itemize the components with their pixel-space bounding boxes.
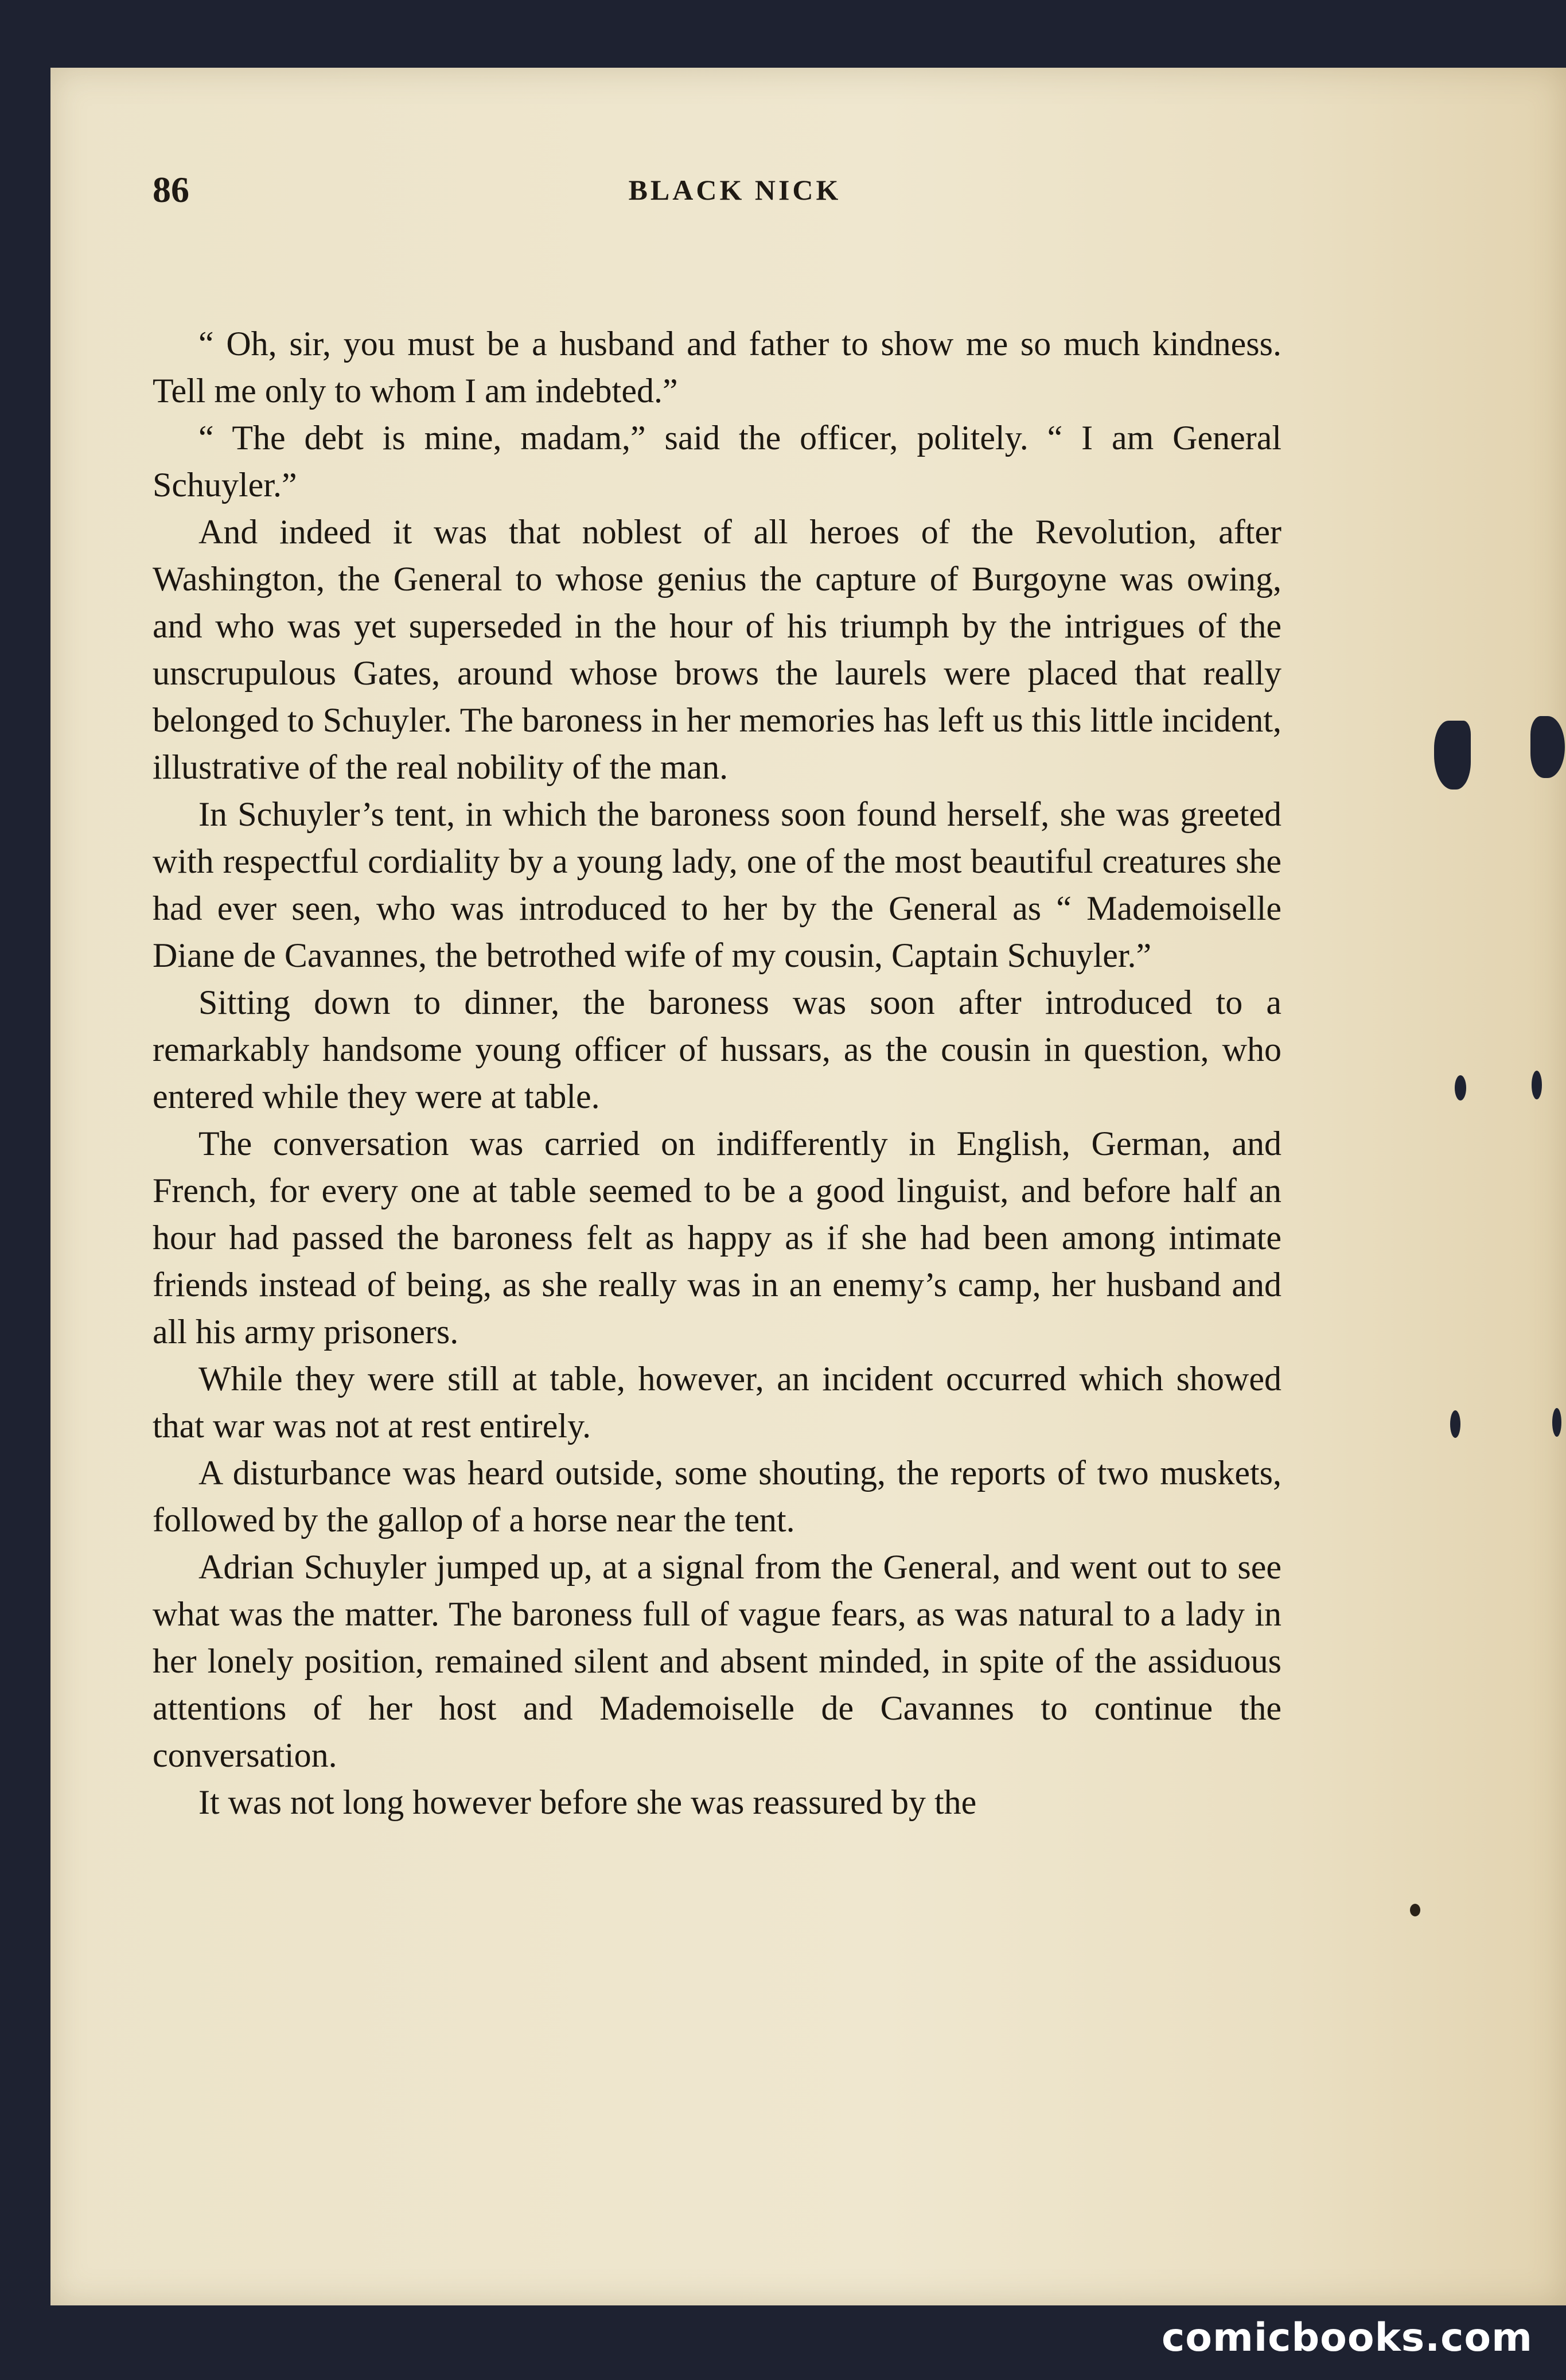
ink-speck xyxy=(1410,1904,1420,1916)
binding-tear-mark xyxy=(1552,1408,1561,1437)
binding-tear-mark xyxy=(1434,721,1471,790)
binding-tear-mark xyxy=(1532,1071,1542,1099)
paragraph: “ The debt is mine, madam,” said the officer, politely. “ I am General Schuyler.” xyxy=(153,419,1281,504)
page-header xyxy=(153,169,1317,220)
paragraph: Sitting down to dinner, the baroness was soon after introduced to a remarkably handsome young officer of hussars, as the cousin in question, who entered while they were at table. xyxy=(153,983,1281,1115)
paragraph-continued: It was not long however before she was reassured by the xyxy=(198,1783,977,1821)
body-text xyxy=(153,320,1281,1826)
binding-tear-mark xyxy=(1530,716,1565,778)
running-head: BLACK NICK xyxy=(628,174,842,206)
binding-tear-mark xyxy=(1450,1410,1460,1438)
book-page xyxy=(50,68,1566,2305)
paragraph: And indeed it was that noblest of all heroes of the Revolution, after Washington, the General to whose genius the capture of Burgoyne was owing, and who was yet superseded in the hour of his triumph by the intrigues of the unscrupulous Gates, around whose brows the laurels were placed that really belonged to Schuyler. The baroness in her memories has left us this little incident, illustrative of the real nobility of the man. xyxy=(153,513,1281,786)
paragraph: While they were still at table, however, an incident occurred which showed that war was not at rest entirely. xyxy=(153,1360,1281,1445)
paragraph: In Schuyler’s tent, in which the baroness soon found herself, she was greeted with respectful cordiality by a young lady, one of the most beautiful creatures she had ever seen, who was introduced to her by the General as “ Mademoiselle Diane de Cavannes, the betrothed wife of my cousin, Captain Schuyler.” xyxy=(153,795,1281,974)
page-number: 86 xyxy=(153,169,189,210)
binding-tear-mark xyxy=(1455,1075,1466,1100)
paragraph: The conversation was carried on indifferently in English, German, and French, for every one at table seemed to be a good linguist, and before half an hour had passed the baroness felt as happy as if she had been among intimate friends instead of being, as she really was in an enemy’s camp, her husband and all his army prisoners. xyxy=(153,1125,1281,1351)
paragraph: A disturbance was heard outside, some shouting, the reports of two muskets, followed by the gallop of a horse near the tent. xyxy=(153,1454,1281,1539)
watermark: comicbooks.com xyxy=(1161,2315,1533,2360)
paragraph: “ Oh, sir, you must be a husband and father to show me so much kindness. Tell me only to whom I am indebted.” xyxy=(153,325,1281,410)
paragraph: Adrian Schuyler jumped up, at a signal from the General, and went out to see what was the matter. The baroness full of vague fears, as was natural to a lady in her lonely position, remained silent and absent minded, in spite of the assiduous attentions of her host and Mademoiselle de Cavannes to continue the conversation. xyxy=(153,1548,1281,1774)
